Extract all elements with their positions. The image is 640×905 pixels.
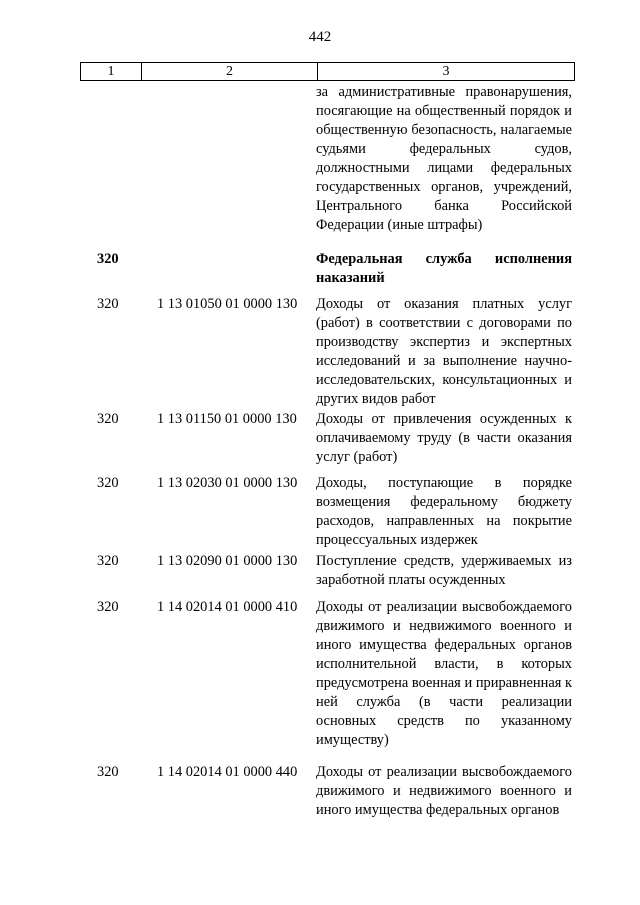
row-admin-code: 320 [97, 553, 119, 569]
row-name-heading: Федеральная служба исполнения наказаний [316, 251, 572, 286]
column-header-3: 3 [318, 63, 575, 81]
row-kbk-code: 1 13 02090 01 0000 130 [157, 553, 298, 569]
row-name: Поступление средств, удерживаемых из заработной платы осужденных [316, 553, 572, 588]
row-name: Доходы, поступающие в порядке возмещения федеральному бюджету расходов, направленных на покрытие процессуальных издержек [316, 475, 572, 548]
row-admin-code: 320 [97, 475, 119, 491]
continuation-text: за административные правонарушения, посягающие на общественный порядок и общественную безопасность, налагаемые судьями федеральных судов, должностными лицами федеральных государственных органов, учреждений, Центрального банка Российской Федерации (иные штрафы) [316, 84, 572, 233]
column-header-2: 2 [142, 63, 318, 81]
page-number: 442 [308, 29, 332, 45]
row-name: Доходы от реализации высвобождаемого движимого и недвижимого военного и иного имущества федеральных органов [316, 764, 572, 818]
row-name: Доходы от привлечения осужденных к оплачиваемому труду (в части оказания услуг (работ) [316, 411, 572, 465]
row-name: Доходы от оказания платных услуг (работ) в соответствии с договорами по производству экспертиз и экспертных исследований и за выполнение научно-исследовательских, консультационных и других видов работ [316, 296, 572, 407]
row-kbk-code: 1 13 02030 01 0000 130 [157, 475, 298, 491]
row-kbk-code: 1 13 01050 01 0000 130 [157, 296, 298, 312]
row-admin-code: 320 [97, 599, 119, 615]
row-admin-code: 320 [97, 411, 119, 427]
row-admin-code: 320 [97, 764, 119, 780]
row-kbk-code: 1 14 02014 01 0000 410 [157, 599, 298, 615]
column-header-1: 1 [81, 63, 142, 81]
row-kbk-code: 1 14 02014 01 0000 440 [157, 764, 298, 780]
row-admin-code: 320 [97, 296, 119, 312]
row-kbk-code: 1 13 01150 01 0000 130 [157, 411, 297, 427]
column-header-table [80, 62, 575, 81]
row-admin-code: 320 [97, 251, 119, 267]
row-name: Доходы от реализации высвобождаемого движимого и недвижимого военного и иного имущества федеральных органов исполнительной власти, в которых предусмотрена военная и приравненная к ней служба (в части реализации основных средств по указанному имуществу) [316, 599, 572, 748]
